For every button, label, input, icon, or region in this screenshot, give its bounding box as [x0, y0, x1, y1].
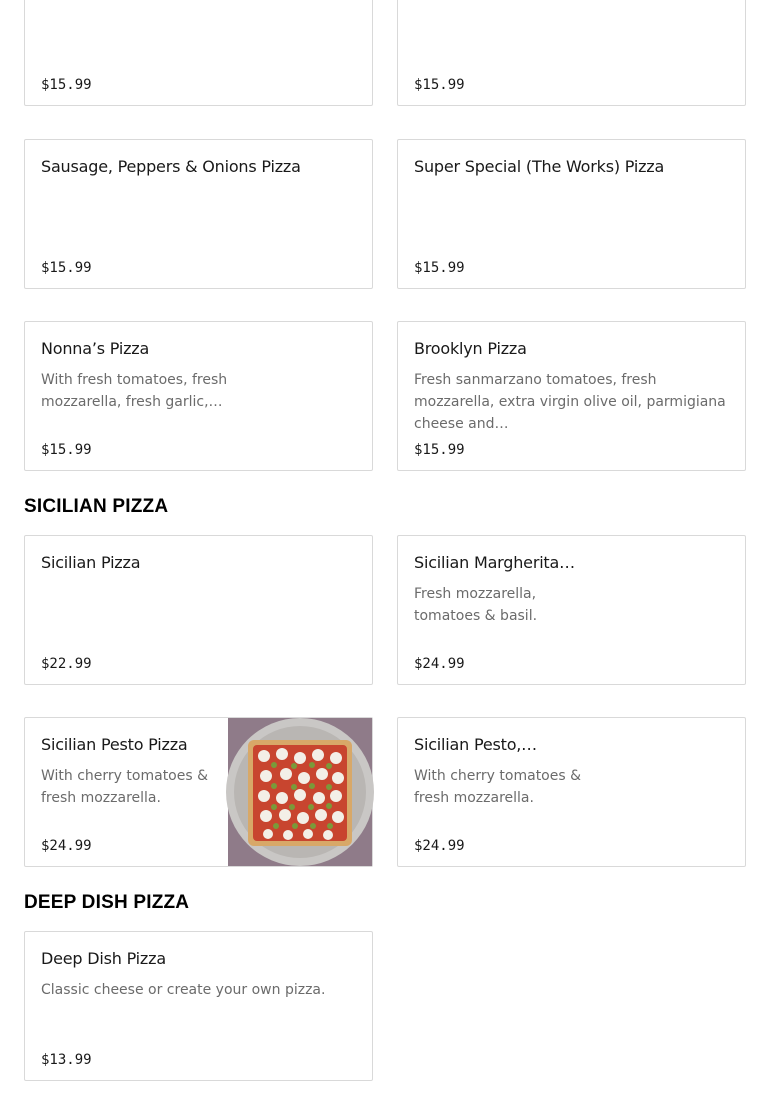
menu-item-description: With fresh tomatoes, fresh mozzarella, fresh garlic,…: [41, 372, 228, 410]
menu-item-description: Classic cheese or create your own pizza.: [41, 982, 326, 998]
menu-item-card[interactable]: [24, 139, 373, 289]
menu-item-price: $15.99: [414, 260, 465, 276]
menu-item-name: Super Special (The Works) Pizza: [414, 157, 665, 176]
menu-item-card[interactable]: [24, 931, 373, 1081]
menu-item-description: Fresh sanmarzano tomatoes, fresh mozzarella, extra virgin olive oil, parmigiana cheese and…: [414, 372, 726, 432]
menu-item-price: $24.99: [41, 838, 92, 854]
menu-item-name: Sausage, Peppers & Onions Pizza: [41, 157, 301, 176]
menu-item-price: $24.99: [414, 656, 465, 672]
menu-item-name: Sicilian Pesto Pizza: [41, 735, 188, 754]
menu-item-card[interactable]: [24, 717, 373, 867]
section-title-deep-dish-pizza: DEEP DISH PIZZA: [24, 892, 190, 913]
menu-item-price: $15.99: [414, 442, 465, 458]
menu-item-price: $15.99: [414, 77, 465, 93]
menu-item-card[interactable]: [397, 321, 746, 471]
menu-item-price: $22.99: [41, 656, 92, 672]
menu-item-card[interactable]: [24, 0, 373, 106]
menu-item-name: Sicilian Pesto,…: [414, 735, 537, 754]
section-title-sicilian-pizza: SICILIAN PIZZA: [24, 496, 169, 517]
menu-item-card[interactable]: [24, 535, 373, 685]
menu-item-price: $24.99: [414, 838, 465, 854]
menu-item-description: Fresh mozzarella, tomatoes & basil.: [414, 586, 538, 624]
menu-item-price: $15.99: [41, 77, 92, 93]
sicilian-pizza-photo: [228, 718, 372, 866]
menu-item-card[interactable]: [397, 0, 746, 106]
menu-item-card[interactable]: [397, 717, 746, 867]
menu-item-description: With cherry tomatoes & fresh mozzarella.: [414, 768, 582, 806]
menu-item-price: $13.99: [41, 1052, 92, 1068]
menu-item-name: Sicilian Pizza: [41, 553, 141, 572]
pizza-image: [228, 718, 372, 866]
menu-item-name: Sicilian Margherita…: [414, 553, 575, 572]
menu-item-price: $15.99: [41, 260, 92, 276]
menu-item-card[interactable]: [24, 321, 373, 471]
menu-item-name: Nonna’s Pizza: [41, 339, 150, 358]
menu-item-card[interactable]: [397, 535, 746, 685]
menu-item-description: With cherry tomatoes & fresh mozzarella.: [41, 768, 209, 806]
menu-item-price: $15.99: [41, 442, 92, 458]
menu-item-name: Brooklyn Pizza: [414, 339, 527, 358]
menu-item-name: Deep Dish Pizza: [41, 949, 166, 968]
menu-item-card[interactable]: [397, 139, 746, 289]
